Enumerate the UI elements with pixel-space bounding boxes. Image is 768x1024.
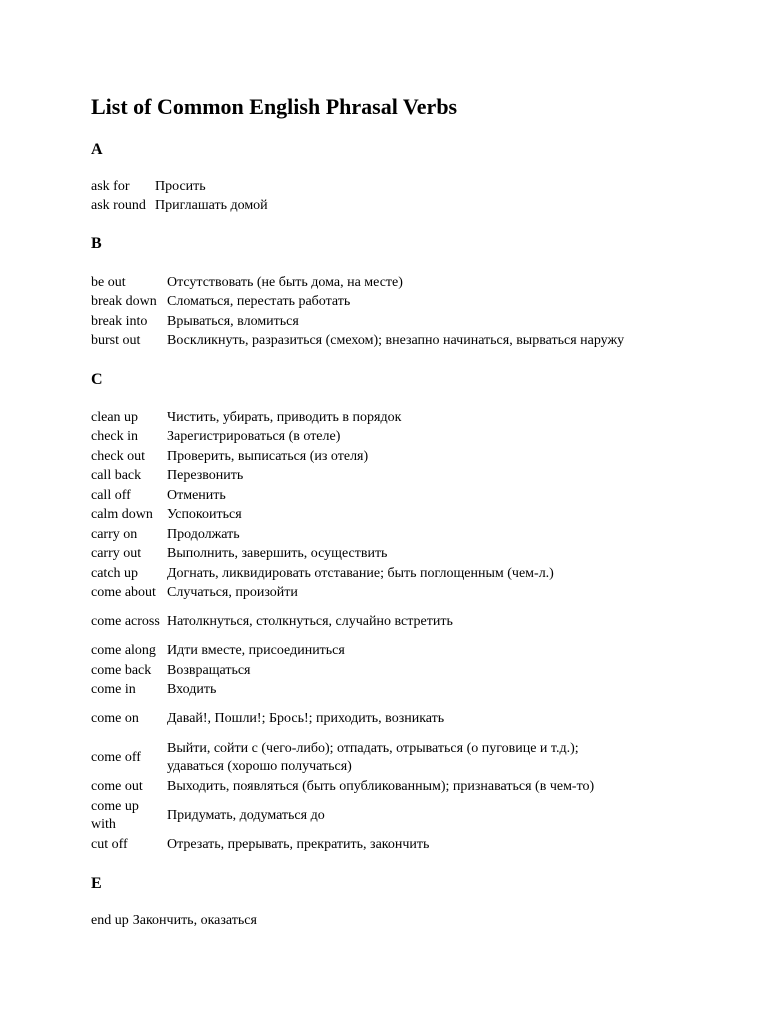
translation: Закончить, оказаться bbox=[132, 912, 257, 928]
phrasal-verb: calm down bbox=[91, 507, 153, 523]
list-item bbox=[91, 486, 597, 506]
phrasal-verb: burst out bbox=[91, 333, 141, 349]
translation: Отсутствовать (не быть дома, на месте) bbox=[167, 274, 403, 290]
phrasal-verb: break down bbox=[91, 294, 157, 310]
translation: Приглашать домой bbox=[155, 198, 268, 214]
translation: Чистить, убирать, приводить в порядок bbox=[167, 409, 402, 425]
translation: Просить bbox=[155, 178, 206, 194]
list-item bbox=[91, 797, 597, 836]
phrasal-verb: call off bbox=[91, 487, 131, 503]
list-item bbox=[91, 777, 597, 797]
phrasal-verb: come out bbox=[91, 779, 143, 795]
phrasal-verb: clean up bbox=[91, 409, 139, 425]
translation: Зарегистрироваться (в отеле) bbox=[167, 429, 341, 445]
section-e-list bbox=[91, 911, 257, 931]
section-letter-a: A bbox=[91, 141, 103, 158]
phrasal-verb: come back bbox=[91, 662, 152, 678]
list-item bbox=[91, 584, 597, 604]
section-c-list bbox=[91, 408, 597, 855]
page-title: List of Common English Phrasal Verbs bbox=[91, 94, 458, 119]
translation: Давай!, Пошли!; Брось!; приходить, возникать bbox=[167, 711, 445, 727]
list-item bbox=[91, 700, 597, 739]
list-item bbox=[91, 312, 624, 332]
section-letter-c: C bbox=[91, 371, 103, 388]
list-item bbox=[91, 177, 268, 197]
list-item bbox=[91, 408, 597, 428]
phrasal-verb: call back bbox=[91, 468, 142, 484]
translation: Перезвонить bbox=[167, 468, 244, 484]
translation: Придумать, додуматься до bbox=[167, 808, 325, 824]
section-b-list bbox=[91, 273, 624, 351]
list-item bbox=[91, 506, 597, 526]
section-letter-e: E bbox=[91, 875, 102, 892]
list-item bbox=[91, 428, 597, 448]
section-letter-b: B bbox=[91, 235, 102, 252]
list-item bbox=[91, 681, 597, 701]
list-item bbox=[91, 642, 597, 662]
phrasal-verb: end up bbox=[91, 912, 129, 928]
phrasal-verb: check in bbox=[91, 429, 139, 445]
list-item bbox=[91, 332, 624, 352]
list-item bbox=[91, 197, 268, 217]
translation: Выйти, сойти с (чего-либо); отпадать, отрываться (о пуговице и т.д.); удаваться (хорошо получаться) bbox=[167, 740, 579, 774]
phrasal-verb: ask round bbox=[91, 198, 146, 214]
translation: Случаться, произойти bbox=[167, 585, 298, 601]
list-item bbox=[91, 293, 624, 313]
phrasal-verb: come up with bbox=[91, 799, 139, 833]
translation: Входить bbox=[167, 682, 217, 698]
list-item bbox=[91, 739, 597, 778]
phrasal-verb: carry out bbox=[91, 546, 142, 562]
translation: Отрезать, прерывать, прекратить, закончить bbox=[167, 837, 430, 853]
translation: Отменить bbox=[167, 487, 226, 503]
phrasal-verb: come on bbox=[91, 711, 139, 727]
list-item bbox=[91, 835, 597, 855]
list-item bbox=[91, 911, 257, 931]
phrasal-verb: cut off bbox=[91, 837, 128, 853]
phrasal-verb: catch up bbox=[91, 565, 139, 581]
section-a-list bbox=[91, 177, 268, 216]
list-item bbox=[91, 525, 597, 545]
list-item bbox=[91, 273, 624, 293]
phrasal-verb: come off bbox=[91, 749, 141, 765]
translation: Натолкнуться, столкнуться, случайно встретить bbox=[167, 614, 453, 630]
phrasal-verb: come along bbox=[91, 643, 156, 659]
translation: Успокоиться bbox=[167, 507, 242, 523]
list-item bbox=[91, 661, 597, 681]
phrasal-verb: ask for bbox=[91, 178, 130, 194]
phrasal-verb: be out bbox=[91, 274, 126, 290]
phrasal-verb: carry on bbox=[91, 526, 138, 542]
phrasal-verb: come in bbox=[91, 682, 136, 698]
translation: Выходить, появляться (быть опубликованным); признаваться (в чем-то) bbox=[167, 779, 595, 795]
translation: Сломаться, перестать работать bbox=[167, 294, 351, 310]
phrasal-verb: break into bbox=[91, 313, 148, 329]
list-item bbox=[91, 603, 597, 642]
phrasal-verb: come across bbox=[91, 614, 160, 630]
translation: Врываться, вломиться bbox=[167, 313, 299, 329]
translation: Воскликнуть, разразиться (смехом); внезапно начинаться, вырваться наружу bbox=[167, 333, 625, 349]
list-item bbox=[91, 467, 597, 487]
translation: Выполнить, завершить, осуществить bbox=[167, 546, 388, 562]
translation: Догнать, ликвидировать отставание; быть поглощенным (чем-л.) bbox=[167, 565, 554, 581]
phrasal-verb: come about bbox=[91, 585, 156, 601]
translation: Продолжать bbox=[167, 526, 240, 542]
translation: Проверить, выписаться (из отеля) bbox=[167, 448, 369, 464]
translation: Идти вместе, присоединиться bbox=[167, 643, 345, 659]
list-item bbox=[91, 564, 597, 584]
phrasal-verb: check out bbox=[91, 448, 146, 464]
translation: Возвращаться bbox=[167, 662, 251, 678]
list-item bbox=[91, 545, 597, 565]
list-item bbox=[91, 447, 597, 467]
